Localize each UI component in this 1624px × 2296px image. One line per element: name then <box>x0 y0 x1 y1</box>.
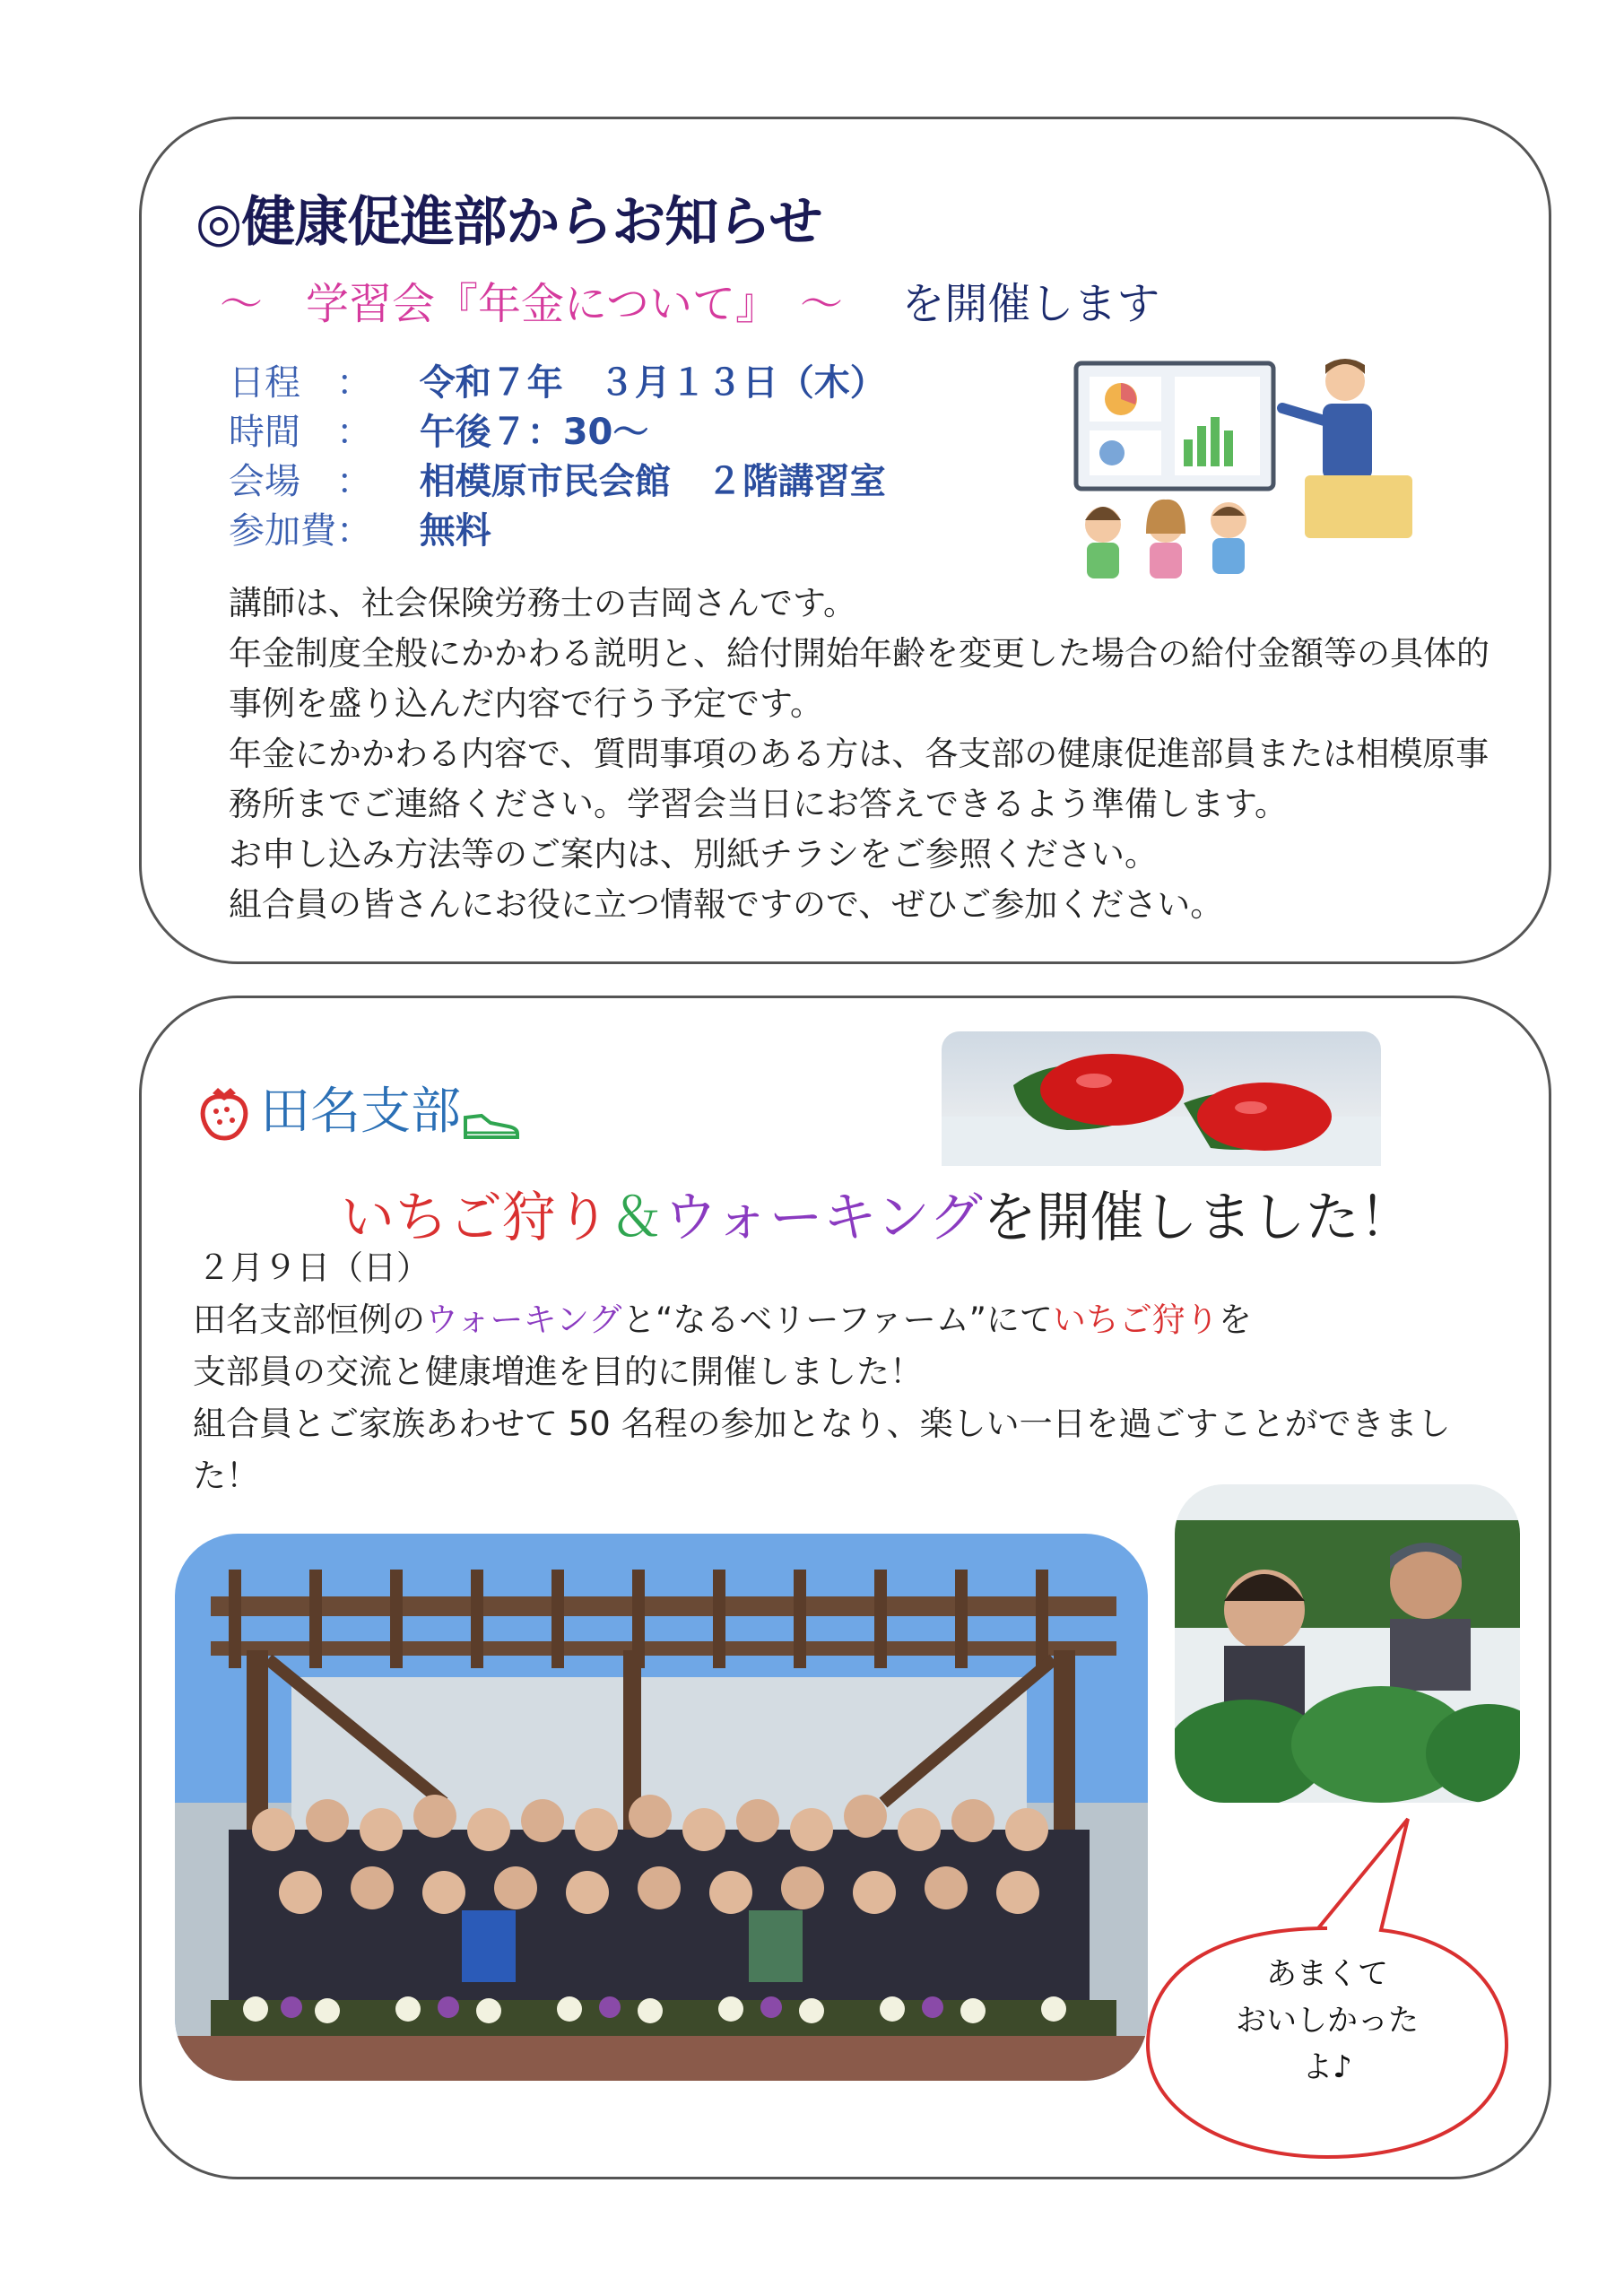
subtitle-topic: ～ 学習会『年金について』 ～ <box>220 279 844 329</box>
schedule-fee <box>229 502 491 553</box>
sneaker-icon <box>462 1105 520 1141</box>
subtitle-action: を開催します <box>901 279 1160 329</box>
schedule-date <box>229 354 886 405</box>
schedule-value: 無料 <box>419 510 491 552</box>
schedule-label: 日程 ： <box>229 362 372 404</box>
strawberry-photo <box>942 1031 1381 1166</box>
notice-subtitle <box>220 269 1159 331</box>
schedule-time <box>229 404 648 455</box>
notice-body <box>229 578 1502 930</box>
event-date: ２月９日（日） <box>197 1248 430 1287</box>
notice-title: ◎健康促進部からお知らせ <box>195 191 822 254</box>
report-text: 田名支部恒例の <box>193 1300 425 1339</box>
report-highlight: ウォーキング <box>425 1300 623 1339</box>
schedule-label: 参加費： <box>229 510 372 552</box>
headline-part1: いちご狩り <box>341 1187 610 1249</box>
report-text: と“なるベリーファーム”にて <box>622 1300 1053 1339</box>
event-report <box>193 1242 1502 1502</box>
presentation-illustration <box>1067 354 1444 587</box>
report-line: 組合員とご家族あわせて 50 名程の参加となり、楽しい一日を過ごすことができました！ <box>193 1405 1451 1495</box>
body-paragraph: お申し込み方法等のご案内は、別紙チラシをご参照ください。 <box>229 835 1158 874</box>
strawberry-icon <box>193 1081 256 1144</box>
schedule-label: 会場 ： <box>229 461 372 502</box>
group-photo <box>175 1534 1148 2081</box>
body-paragraph: 講師は、社会保険労務士の吉岡さんです。 <box>229 584 857 622</box>
schedule-value: 令和７年 ３月１３日（木） <box>419 362 886 404</box>
bubble-line: あまくて <box>1266 1956 1388 1992</box>
report-line <box>193 1294 1502 1346</box>
body-paragraph: 年金制度全般にかかわる説明と、給付開始年齢を変更した場合の給付金額等の具体的事例を盛り込んだ内容で行う予定です。 <box>229 634 1489 723</box>
body-paragraph: 組合員の皆さんにお役に立つ情報ですので、ぜひご参加ください。 <box>229 885 1224 924</box>
headline-part4: を開催しました！ <box>982 1187 1413 1249</box>
report-line: 支部員の交流と健康増進を目的に開催しました！ <box>193 1352 923 1391</box>
bubble-text <box>1215 1951 1439 2091</box>
schedule-venue <box>229 453 886 504</box>
bubble-line: おいしかった <box>1236 2003 1419 2039</box>
picking-photo <box>1175 1484 1520 1803</box>
event-headline <box>341 1175 1413 1252</box>
body-paragraph: 年金にかかわる内容で、質問事項のある方は、各支部の健康促進部員または相模原事務所までご連絡ください。学習会当日にお答えできるよう準備します。 <box>229 735 1489 823</box>
bubble-line: よ♪ <box>1302 2049 1352 2085</box>
schedule-value: 相模原市民会館 ２階講習室 <box>419 461 886 502</box>
branch-name: 田名支部 <box>260 1083 461 1141</box>
report-highlight: いちご狩り <box>1052 1300 1219 1339</box>
headline-part3: ウォーキング <box>664 1187 983 1249</box>
schedule-value: 午後７：30～ <box>419 412 649 453</box>
schedule-label: 時間 ： <box>229 412 372 453</box>
report-text: を <box>1218 1300 1252 1339</box>
headline-part2: ＆ <box>610 1187 664 1249</box>
